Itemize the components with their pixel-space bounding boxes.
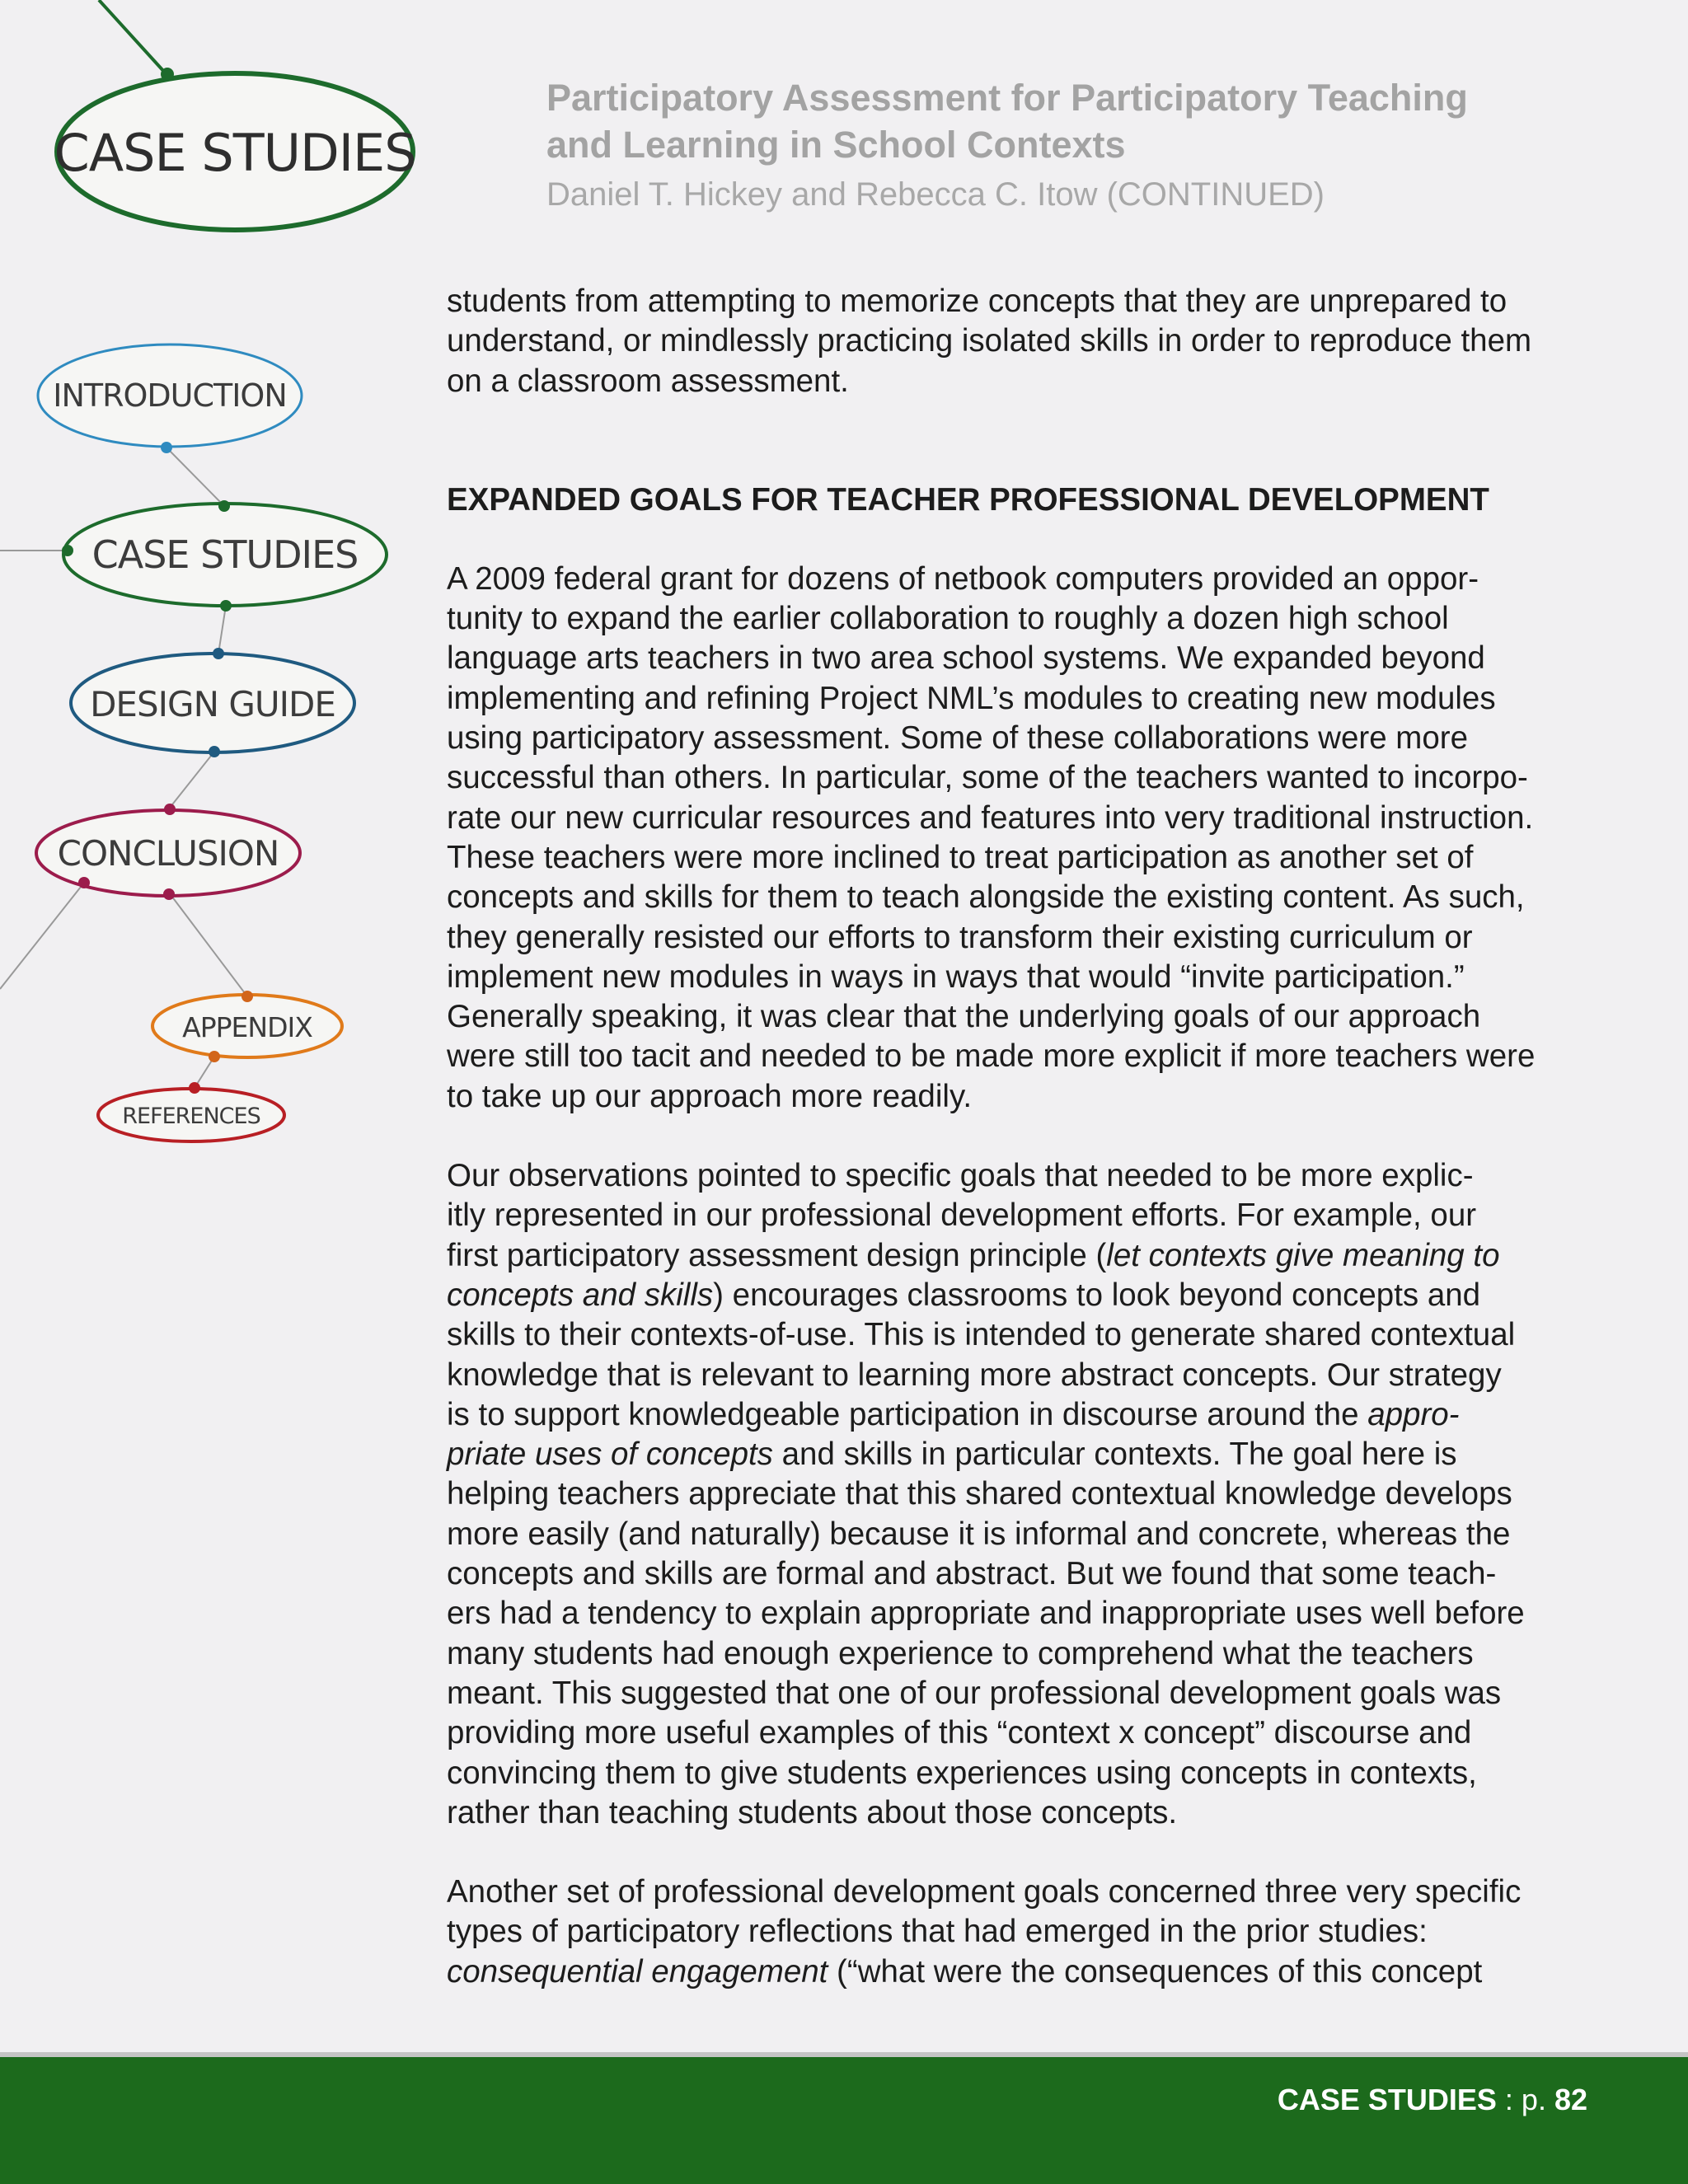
text-line <box>447 1276 1601 1315</box>
text-run: is to support knowledgeable participation in discourse around the <box>447 1396 1368 1432</box>
footer-page-label <box>1278 2082 1587 2118</box>
text-run: and skills in particular contexts. The goal here is <box>772 1436 1457 1473</box>
text-line: students from attempting to memorize concepts that they are unprepared to <box>447 284 1507 319</box>
nav-link-design-guide[interactable]: DESIGN GUIDE <box>90 683 335 724</box>
section-heading: EXPANDED GOALS FOR TEACHER PROFESSIONAL DEVELOPMENT <box>447 481 1489 518</box>
nav-node <box>213 648 224 659</box>
text-line <box>447 1395 1601 1435</box>
nav-node <box>218 500 230 512</box>
text-line: implementing and refining Project NML’s modules to creating new modules <box>447 680 1496 716</box>
nav-link-case-studies[interactable]: CASE STUDIES <box>91 532 359 577</box>
article-title-line: Participatory Assessment for Participatory Teaching <box>546 77 1468 119</box>
nav-node <box>189 1082 200 1094</box>
text-line: itly represented in our professional development efforts. For example, our <box>447 1197 1477 1234</box>
nav-connector <box>218 606 226 654</box>
text-line: helping teachers appreciate that this shared contextual knowledge develops <box>447 1476 1512 1512</box>
footer-separator: : p. <box>1496 2083 1554 2116</box>
text-line <box>447 1236 1601 1276</box>
text-line: successful than others. In particular, some of the teachers wanted to incorpo- <box>447 760 1528 796</box>
text-line: knowledge that is relevant to learning more abstract concepts. Our strategy <box>447 1357 1502 1393</box>
nav-node <box>163 888 175 900</box>
nav-node <box>241 991 253 1002</box>
text-run: (“what were the consequences of this concept <box>828 1953 1483 1990</box>
emphasis-text: appro- <box>1367 1396 1460 1432</box>
nav-node <box>209 746 220 757</box>
nav-link-appendix[interactable]: APPENDIX <box>182 1010 312 1043</box>
article-body <box>447 282 1601 1992</box>
text-line: concepts and skills are formal and abstract. But we found that some teach- <box>447 1556 1497 1592</box>
emphasis-text: let contexts give meaning to <box>1106 1237 1500 1273</box>
text-line: concepts and skills for them to teach alongside the existing content. As such, <box>447 879 1525 916</box>
text-line: Our observations pointed to specific goals that needed to be more explic- <box>447 1158 1474 1194</box>
nav-connector <box>166 448 224 506</box>
text-line: were still too tacit and needed to be made more explicit if more teachers were <box>447 1038 1536 1075</box>
text-run: first participatory assessment design principle ( <box>447 1237 1107 1273</box>
emphasis-text: priate uses of concepts <box>447 1436 773 1473</box>
text-line <box>447 1435 1601 1474</box>
paragraph-1 <box>447 560 1601 1117</box>
text-line: many students had enough experience to comprehend what the teachers <box>447 1635 1474 1671</box>
text-line: more easily (and naturally) because it is informal and concrete, whereas the <box>447 1516 1511 1552</box>
nav-link-references[interactable]: REFERENCES <box>122 1103 260 1129</box>
page-number: 82 <box>1554 2083 1587 2116</box>
article-authors: Daniel T. Hickey and Rebecca C. Itow (CONTINUED) <box>546 176 1325 213</box>
intro-paragraph <box>447 282 1601 401</box>
emphasis-text: consequential engagement <box>447 1953 828 1990</box>
text-line: on a classroom assessment. <box>447 363 849 399</box>
text-line: providing more useful examples of this “context x concept” discourse and <box>447 1715 1472 1751</box>
article-title-line: and Learning in School Contexts <box>546 124 1126 166</box>
text-line: they generally resisted our efforts to transform their existing curriculum or <box>447 919 1473 955</box>
paragraph-2 <box>447 1156 1601 1833</box>
text-line: convincing them to give students experiences using concepts in contexts, <box>447 1755 1477 1791</box>
text-line: understand, or mindlessly practicing isolated skills in order to reproduce them <box>447 323 1532 359</box>
text-line: implement new modules in ways in ways that would “invite participation.” <box>447 958 1465 995</box>
page-footer <box>0 2057 1688 2184</box>
nav-node <box>161 68 174 81</box>
nav-node <box>209 1051 220 1062</box>
nav-link-introduction[interactable]: INTRODUCTION <box>53 377 287 414</box>
nav-node <box>164 804 176 815</box>
text-line: rather than teaching students about those concepts. <box>447 1794 1178 1830</box>
text-line: rate our new curricular resources and features into very traditional instruction. <box>447 799 1534 836</box>
footer-section-name: CASE STUDIES <box>1277 2083 1497 2116</box>
nav-connector <box>0 883 84 989</box>
text-line: These teachers were more inclined to treat participation as another set of <box>447 839 1474 875</box>
nav-link-conclusion[interactable]: CONCLUSION <box>57 832 279 874</box>
text-line: meant. This suggested that one of our professional development goals was <box>447 1675 1502 1711</box>
nav-node <box>161 442 172 453</box>
text-line: using participatory assessment. Some of these collaborations were more <box>447 720 1469 757</box>
text-line: types of participatory reflections that had emerged in the prior studies: <box>447 1914 1428 1950</box>
text-line: language arts teachers in two area school systems. We expanded beyond <box>447 640 1485 677</box>
text-line: A 2009 federal grant for dozens of netbook computers provided an oppor- <box>447 560 1479 597</box>
text-line: tunity to expand the earlier collaboration to roughly a dozen high school <box>447 601 1449 637</box>
text-line: skills to their contexts-of-use. This is intended to generate shared contextual <box>447 1317 1516 1353</box>
text-line: Generally speaking, it was clear that the underlying goals of our approach <box>447 999 1481 1035</box>
current-section-badge: CASE STUDIES <box>54 122 416 183</box>
article-title <box>546 74 1618 168</box>
text-line: ers had a tendency to explain appropriate and inappropriate uses well before <box>447 1596 1525 1632</box>
nav-node <box>78 877 90 888</box>
text-line <box>447 1952 1601 1992</box>
nav-connector <box>170 752 214 808</box>
nav-connector <box>99 0 165 73</box>
text-run: ) encourages classrooms to look beyond concepts and <box>713 1277 1481 1313</box>
nav-node <box>220 600 232 612</box>
nav-connector <box>169 893 247 996</box>
emphasis-text: concepts and skills <box>447 1277 714 1313</box>
paragraph-3 <box>447 1872 1601 1992</box>
text-line: Another set of professional development goals concerned three very specific <box>447 1874 1522 1910</box>
text-line: to take up our approach more readily. <box>447 1078 973 1114</box>
